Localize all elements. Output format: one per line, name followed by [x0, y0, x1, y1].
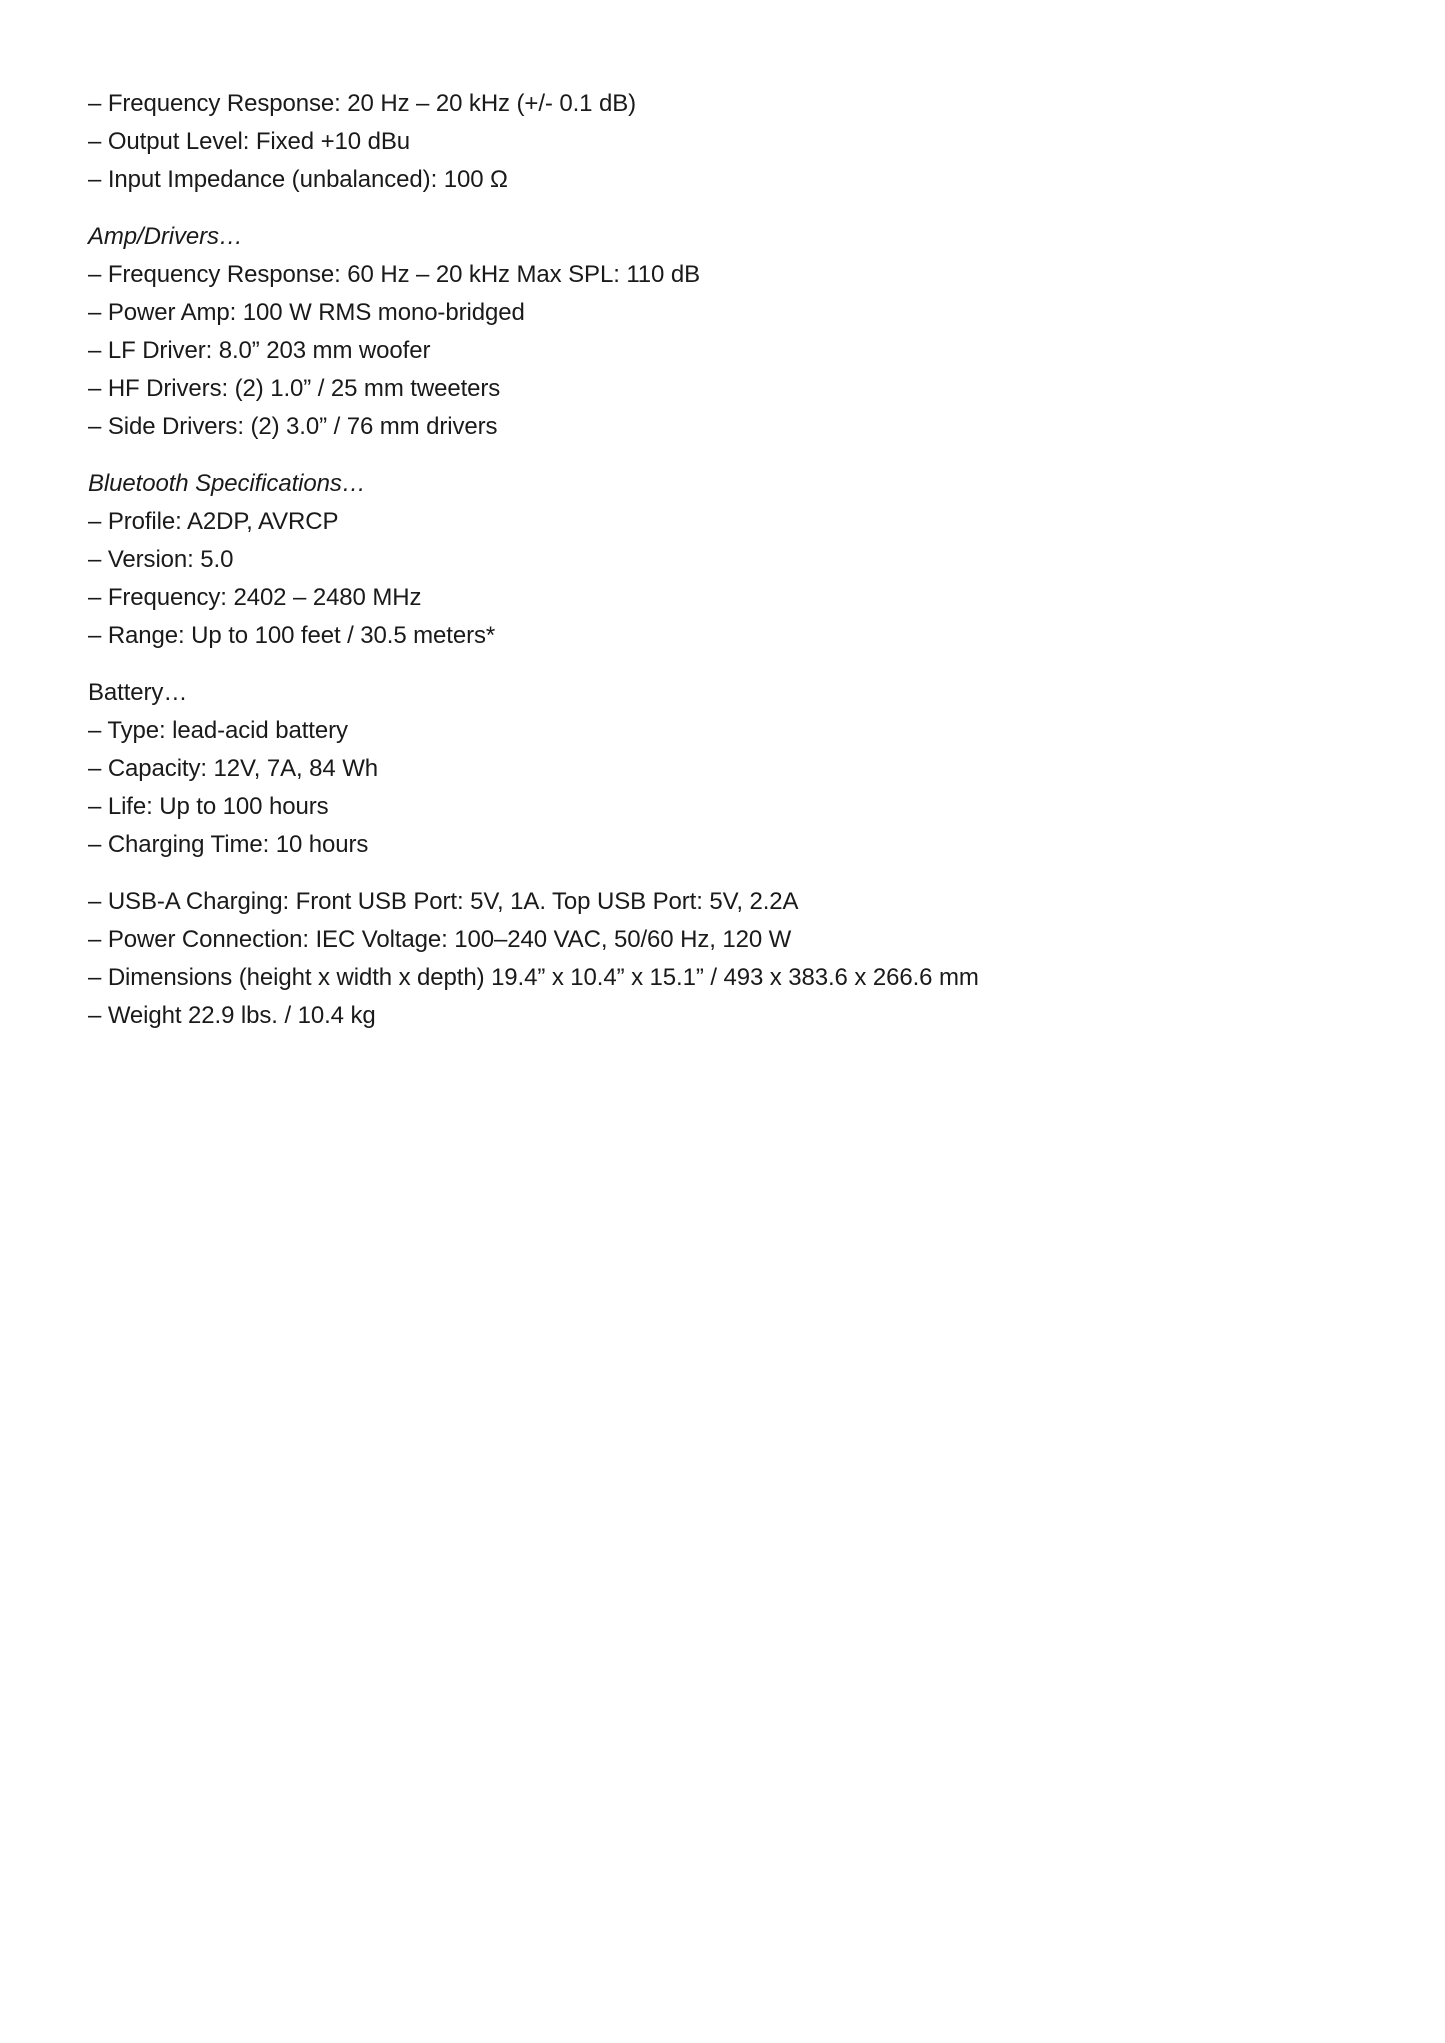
spec-line: – Frequency: 2402 – 2480 MHz [88, 584, 422, 611]
spec-line: – Output Level: Fixed +10 dBu [88, 128, 410, 155]
spec-line: – LF Driver: 8.0” 203 mm woofer [88, 337, 431, 364]
spec-line: – Profile: A2DP, AVRCP [88, 508, 339, 535]
spec-line: – Type: lead-acid battery [88, 717, 348, 744]
spec-line: – Dimensions (height x width x depth) 19.4” x 10.4” x 15.1” / 493 x 383.6 x 266.6 mm [88, 964, 979, 991]
spec-page [88, 85, 1368, 1054]
section-heading: Amp/Drivers… [88, 223, 243, 250]
spec-line: – Frequency Response: 20 Hz – 20 kHz (+/- 0.1 dB) [88, 90, 637, 117]
spec-line: – Version: 5.0 [88, 546, 234, 573]
spec-line: – Frequency Response: 60 Hz – 20 kHz Max SPL: 110 dB [88, 261, 701, 288]
spec-line: – Range: Up to 100 feet / 30.5 meters* [88, 622, 496, 649]
spec-line: – Side Drivers: (2) 3.0” / 76 mm drivers [88, 413, 498, 440]
spec-line: – Charging Time: 10 hours [88, 831, 369, 858]
spec-line: – Capacity: 12V, 7A, 84 Wh [88, 755, 379, 782]
audio-input-section [88, 85, 1368, 199]
bluetooth-section [88, 465, 1368, 655]
spec-line: – USB-A Charging: Front USB Port: 5V, 1A. Top USB Port: 5V, 2.2A [88, 888, 799, 915]
amp-drivers-section [88, 218, 1368, 446]
spec-line: – Life: Up to 100 hours [88, 793, 329, 820]
section-heading: Bluetooth Specifications… [88, 470, 366, 497]
general-section [88, 883, 1368, 1035]
spec-line: – Power Amp: 100 W RMS mono-bridged [88, 299, 525, 326]
spec-line: – Weight 22.9 lbs. / 10.4 kg [88, 1002, 376, 1029]
section-heading: Battery… [88, 679, 188, 706]
spec-line: – Input Impedance (unbalanced): 100 Ω [88, 166, 508, 193]
battery-section [88, 674, 1368, 864]
spec-line: – HF Drivers: (2) 1.0” / 25 mm tweeters [88, 375, 501, 402]
spec-line: – Power Connection: IEC Voltage: 100–240 VAC, 50/60 Hz, 120 W [88, 926, 792, 953]
